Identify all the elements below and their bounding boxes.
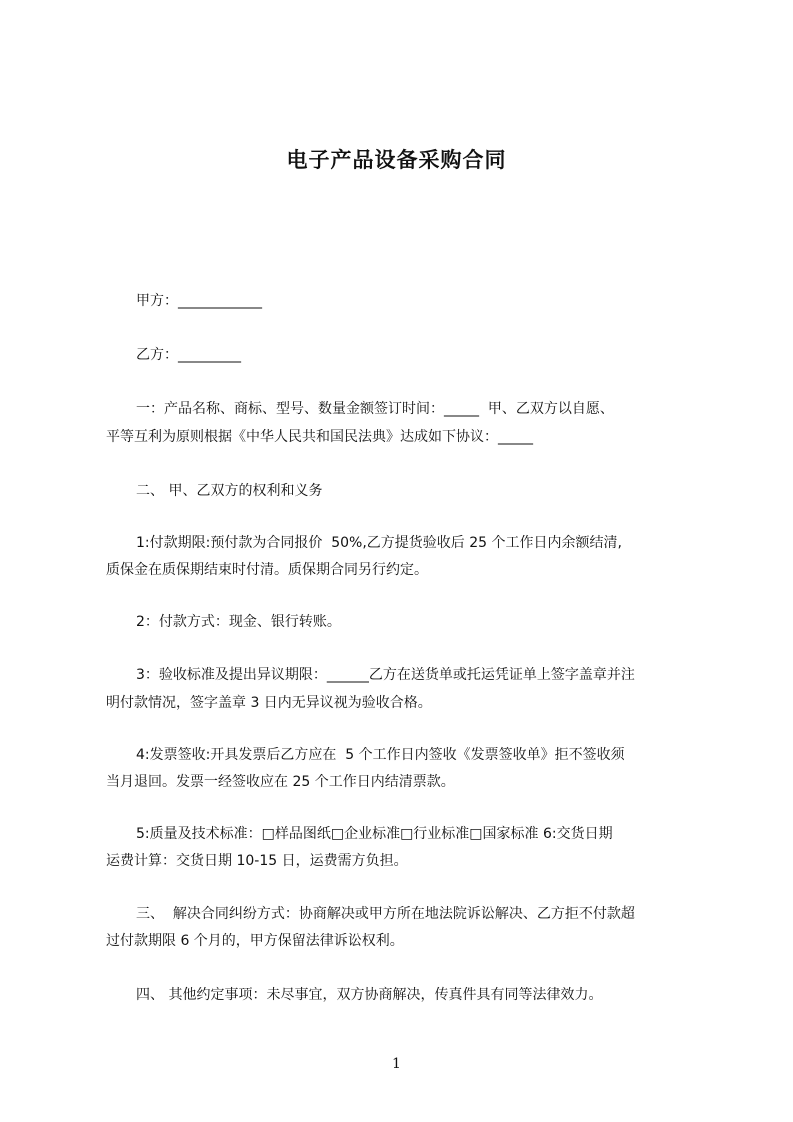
clause-1-line-2: 平等互利为原则根据《中华人民共和国民法典》达成如下协议：_____ (106, 429, 533, 445)
section-4-line: 四、 其他约定事项：未尽事宜，双方协商解决，传真件具有同等法律效力。 (136, 987, 603, 1003)
item-5-line-1: 5:质量及技术标准：□样品图纸□企业标准□行业标准□国家标准 6:交货日期 (136, 826, 613, 842)
item-4-line-2: 当月退回。发票一经签收应在 25 个工作日内结清票款。 (106, 774, 455, 790)
party-a-line: 甲方：____________ (136, 293, 262, 309)
item-1-line-1: 1:付款期限:预付款为合同报价 50%,乙方提货验收后 25 个工作日内余额结清, (136, 535, 622, 551)
section-3-line-2: 过付款期限 6 个月的，甲方保留法律诉讼权利。 (106, 933, 404, 949)
item-2-line: 2：付款方式：现金、银行转账。 (136, 614, 341, 630)
item-1-line-2: 质保金在质保期结束时付清。质保期合同另行约定。 (106, 562, 428, 578)
document-title: 电子产品设备采购合同 (286, 148, 507, 172)
section-2-heading: 二、 甲、乙双方的权利和义务 (136, 483, 323, 499)
page-number: 1 (392, 1056, 401, 1072)
clause-1-line-1: 一：产品名称、商标、型号、数量金额签订时间：_____ 甲、乙双方以自愿、 (136, 401, 614, 417)
item-3-line-1: 3：验收标准及提出异议期限：______乙方在送货单或托运凭证单上签字盖章并注 (136, 667, 635, 683)
item-3-line-2: 明付款情况，签字盖章 3 日内无异议视为验收合格。 (106, 695, 432, 711)
section-3-line-1: 三、 解决合同纠纷方式：协商解决或甲方所在地法院诉讼解决、乙方拒不付款超 (136, 906, 635, 922)
party-b-line: 乙方：_________ (136, 347, 241, 363)
item-5-line-2: 运费计算：交货日期 10-15 日，运费需方负担。 (106, 853, 408, 869)
item-4-line-1: 4:发票签收:开具发票后乙方应在 5 个工作日内签收《发票签收单》拒不签收须 (136, 747, 625, 763)
